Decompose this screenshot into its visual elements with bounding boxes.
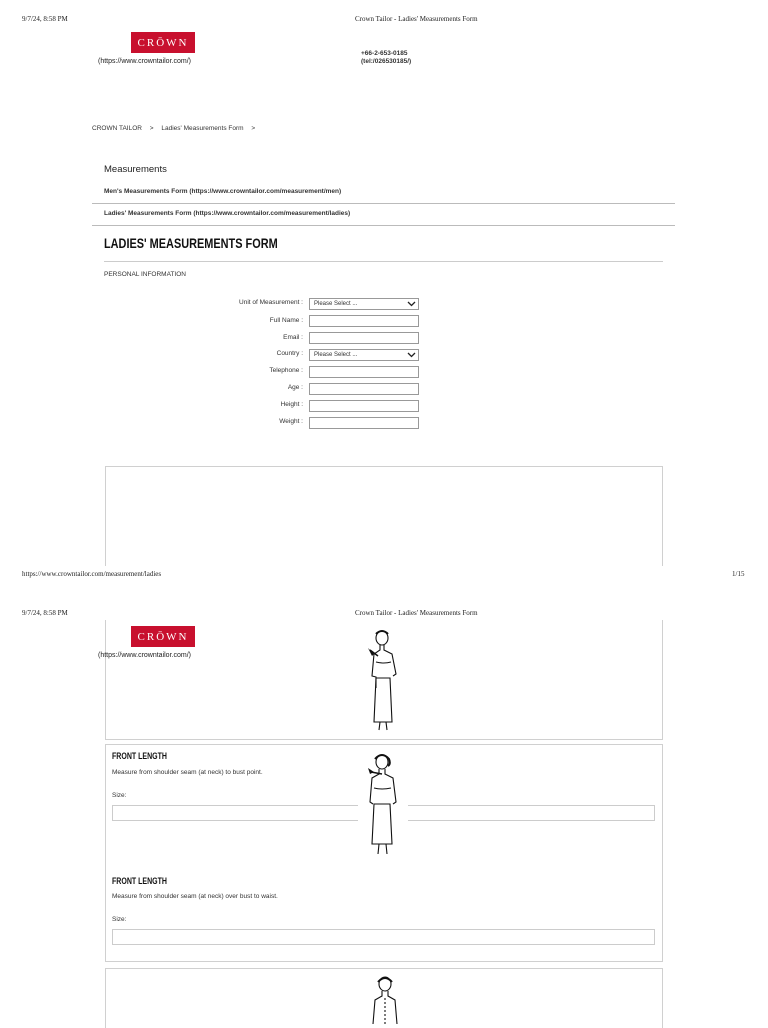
- measurement-title: FRONT LENGTH: [112, 751, 167, 761]
- figure-illustration: [360, 628, 408, 734]
- chevron-down-icon: [407, 352, 416, 358]
- size-input[interactable]: [112, 929, 655, 945]
- print-doc-title: Crown Tailor - Ladies' Measurements Form: [355, 609, 478, 617]
- country-select[interactable]: [309, 349, 419, 361]
- breadcrumb-separator: >: [149, 125, 154, 132]
- print-datetime: 9/7/24, 8:58 PM: [22, 15, 68, 23]
- height-label: Height :: [280, 401, 303, 408]
- fullname-label: Full Name :: [269, 317, 303, 324]
- unit-select[interactable]: [309, 298, 419, 310]
- email-input[interactable]: [309, 332, 419, 344]
- fullname-input[interactable]: [309, 315, 419, 327]
- menu-item-ladies[interactable]: Ladies' Measurements Form (https://www.crowntailor.com/measurement/ladies): [104, 210, 351, 217]
- breadcrumb: [92, 125, 261, 132]
- section-heading: PERSONAL INFORMATION: [104, 271, 186, 278]
- unit-select-value: Please Select ...: [314, 301, 358, 307]
- measurement-title: FRONT LENGTH: [112, 876, 167, 886]
- menu-heading: Measurements: [104, 164, 167, 175]
- menu-item-mens[interactable]: Men's Measurements Form (https://www.crowntailor.com/measurement/men): [104, 188, 342, 195]
- figure-illustration: [368, 974, 402, 1024]
- telephone-label: Telephone :: [269, 367, 303, 374]
- size-label: Size:: [112, 916, 127, 923]
- phone-link[interactable]: (tel:/026530185/): [361, 58, 412, 65]
- country-select-value: Please Select ...: [314, 352, 358, 358]
- measurement-card: [105, 466, 663, 566]
- crown-logo[interactable]: CRŌWN: [131, 32, 195, 53]
- breadcrumb-separator: >: [251, 125, 256, 132]
- weight-label: Weight :: [279, 418, 303, 425]
- logo-link[interactable]: (https://www.crowntailor.com/): [98, 58, 191, 65]
- chevron-down-icon: [407, 301, 416, 307]
- country-label: Country :: [276, 350, 303, 357]
- age-input[interactable]: [309, 383, 419, 395]
- telephone-input[interactable]: [309, 366, 419, 378]
- height-input[interactable]: [309, 400, 419, 412]
- breadcrumb-home[interactable]: CROWN TAILOR: [92, 125, 142, 132]
- breadcrumb-current[interactable]: Ladies' Measurements Form: [161, 125, 244, 132]
- page-title: LADIES' MEASUREMENTS FORM: [104, 235, 278, 251]
- age-label: Age :: [287, 384, 303, 391]
- measurement-description: Measure from shoulder seam (at neck) to bust point.: [112, 769, 263, 776]
- email-label: Email :: [283, 334, 303, 341]
- print-datetime: 9/7/24, 8:58 PM: [22, 609, 68, 617]
- logo-link[interactable]: (https://www.crowntailor.com/): [98, 652, 191, 659]
- weight-input[interactable]: [309, 417, 419, 429]
- print-footer-url: https://www.crowntailor.com/measurement/ladies: [22, 570, 162, 578]
- print-page-count: 1/15: [732, 570, 745, 578]
- figure-illustration: [358, 752, 408, 858]
- phone-number[interactable]: +66-2-653-0185: [361, 50, 408, 57]
- measurement-description: Measure from shoulder seam (at neck) over bust to waist.: [112, 893, 278, 900]
- print-doc-title: Crown Tailor - Ladies' Measurements Form: [355, 15, 478, 23]
- size-label: Size:: [112, 792, 127, 799]
- divider: [104, 261, 663, 262]
- crown-logo[interactable]: CRŌWN: [131, 626, 195, 647]
- unit-label: Unit of Measurement :: [239, 299, 303, 306]
- divider: [92, 203, 675, 204]
- divider: [92, 225, 675, 226]
